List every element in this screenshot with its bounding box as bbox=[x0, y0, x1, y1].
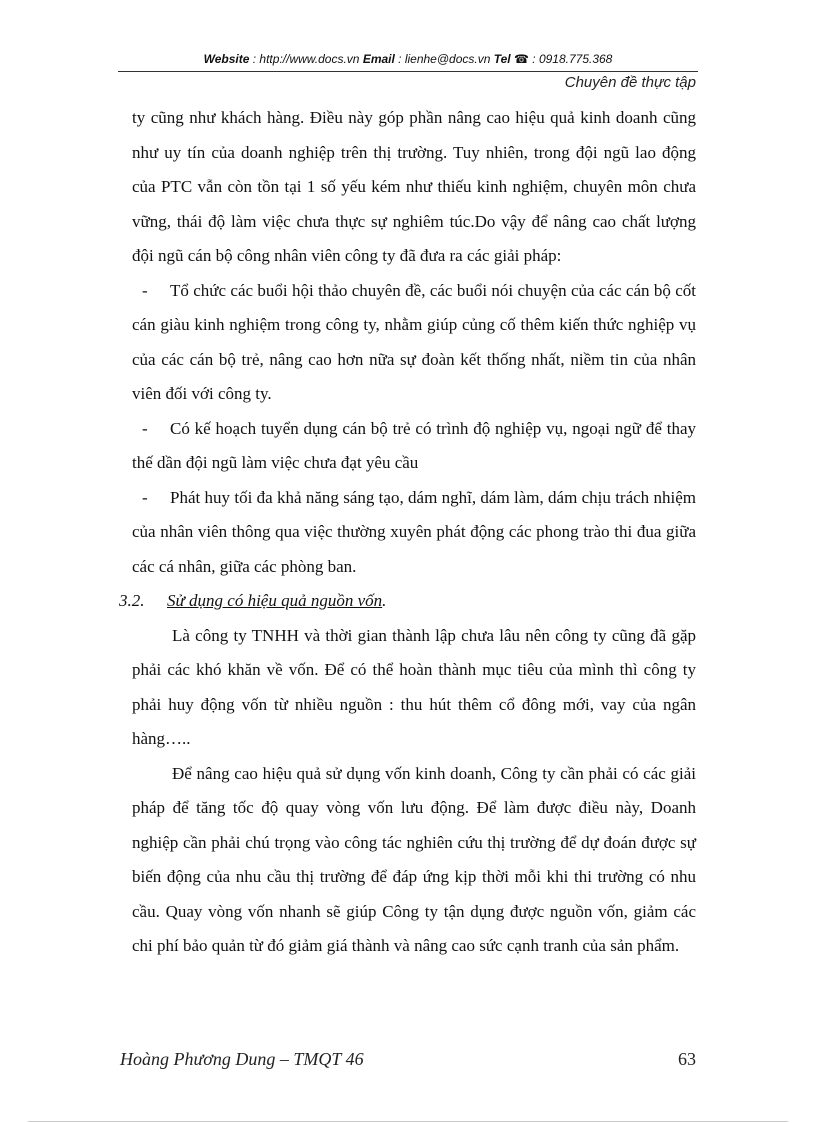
bullet-item bbox=[132, 274, 696, 412]
section-period: . bbox=[382, 591, 387, 610]
bullet-text: Tổ chức các buổi hội thảo chuyên đề, các buổi nói chuyện của các cán bộ cốt cán giàu kinh nghiệm trong công ty, nhằm giúp củng cố thêm kiến thức nghiệp vụ của các cán bộ trẻ, nâng cao hơn nữa sự đoàn kết thống nhất, niềm tin của nhân viên đối với công ty. bbox=[132, 280, 696, 403]
page-body bbox=[119, 101, 696, 964]
tel-label: Tel bbox=[493, 52, 511, 66]
phone-icon: ☎ bbox=[513, 52, 529, 66]
bullet-item bbox=[132, 412, 696, 481]
website-value: : http://www.docs.vn bbox=[249, 52, 363, 66]
tel-value: : 0918.775.368 bbox=[528, 52, 613, 66]
email-value: : lienhe@docs.vn bbox=[394, 52, 494, 66]
page-header bbox=[118, 52, 698, 66]
bullet-item bbox=[132, 481, 696, 585]
page-number: 63 bbox=[678, 1049, 696, 1069]
bullet-dash: - bbox=[142, 418, 148, 438]
email-label: Email bbox=[362, 52, 395, 66]
footer-author: Hoàng Phương Dung – TMQT 46 bbox=[120, 1049, 364, 1069]
section-number: 3.2. bbox=[119, 591, 145, 610]
header-divider bbox=[118, 71, 698, 72]
section-title: Sử dụng có hiệu quả nguồn vốn bbox=[167, 591, 383, 610]
bullet-dash: - bbox=[142, 487, 148, 507]
section-heading bbox=[119, 584, 696, 619]
website-label: Website bbox=[203, 52, 250, 66]
paragraph-efficiency: Để nâng cao hiệu quả sử dụng vốn kinh doanh, Công ty cần phải có các giải pháp để tăng tốc độ quay vòng vốn lưu động. Để làm được điều này, Doanh nghiệp cần phải chú trọng vào công tác nghiên cứu thị trường để dự đoán được sự biến động của nhu cầu thị trường để đáp ứng kịp thời mỗi khi thi trường có nhu cầu. Quay vòng vốn nhanh sẽ giúp Công ty tận dụng được nguồn vốn, giảm các chi phí bảo quản từ đó giảm giá thành và nâng cao sức cạnh tranh của sản phẩm. bbox=[132, 763, 696, 955]
page-bottom-divider bbox=[28, 1121, 788, 1122]
paragraph-capital: Là công ty TNHH và thời gian thành lập chưa lâu nên công ty cũng đã gặp phải các khó khăn về vốn. Để có thể hoàn thành mục tiêu của mình thì công ty phải huy động vốn từ nhiều nguồn : thu hút thêm cổ đông mới, vay của ngân hàng….. bbox=[132, 625, 696, 748]
bullet-text: Có kế hoạch tuyển dụng cán bộ trẻ có trình độ nghiệp vụ, ngoại ngữ để thay thế dần đội ngũ làm việc chưa đạt yêu cầu bbox=[132, 418, 696, 472]
bullet-dash: - bbox=[142, 280, 148, 300]
bullet-text: Phát huy tối đa khả năng sáng tạo, dám nghĩ, dám làm, dám chịu trách nhiệm của nhân viên thông qua việc thường xuyên phát động các phong trào thi đua giữa các cá nhân, giữa các phòng ban. bbox=[132, 487, 696, 576]
page-footer bbox=[120, 1049, 696, 1070]
paragraph-staff: ty cũng như khách hàng. Điều này góp phần nâng cao hiệu quả kinh doanh cũng như uy tín của doanh nghiệp trên thị trường. Tuy nhiên, trong đội ngũ lao động của PTC vẫn còn tồn tại 1 số yếu kém như thiếu kinh nghiệm, chuyên môn chưa vững, thái độ làm việc chưa thực sự nghiêm túc.Do vậy để nâng cao chất lượng đội ngũ cán bộ công nhân viên công ty đã đưa ra các giải pháp: bbox=[132, 108, 696, 265]
document-subject: Chuyên đề thực tập bbox=[564, 74, 696, 91]
